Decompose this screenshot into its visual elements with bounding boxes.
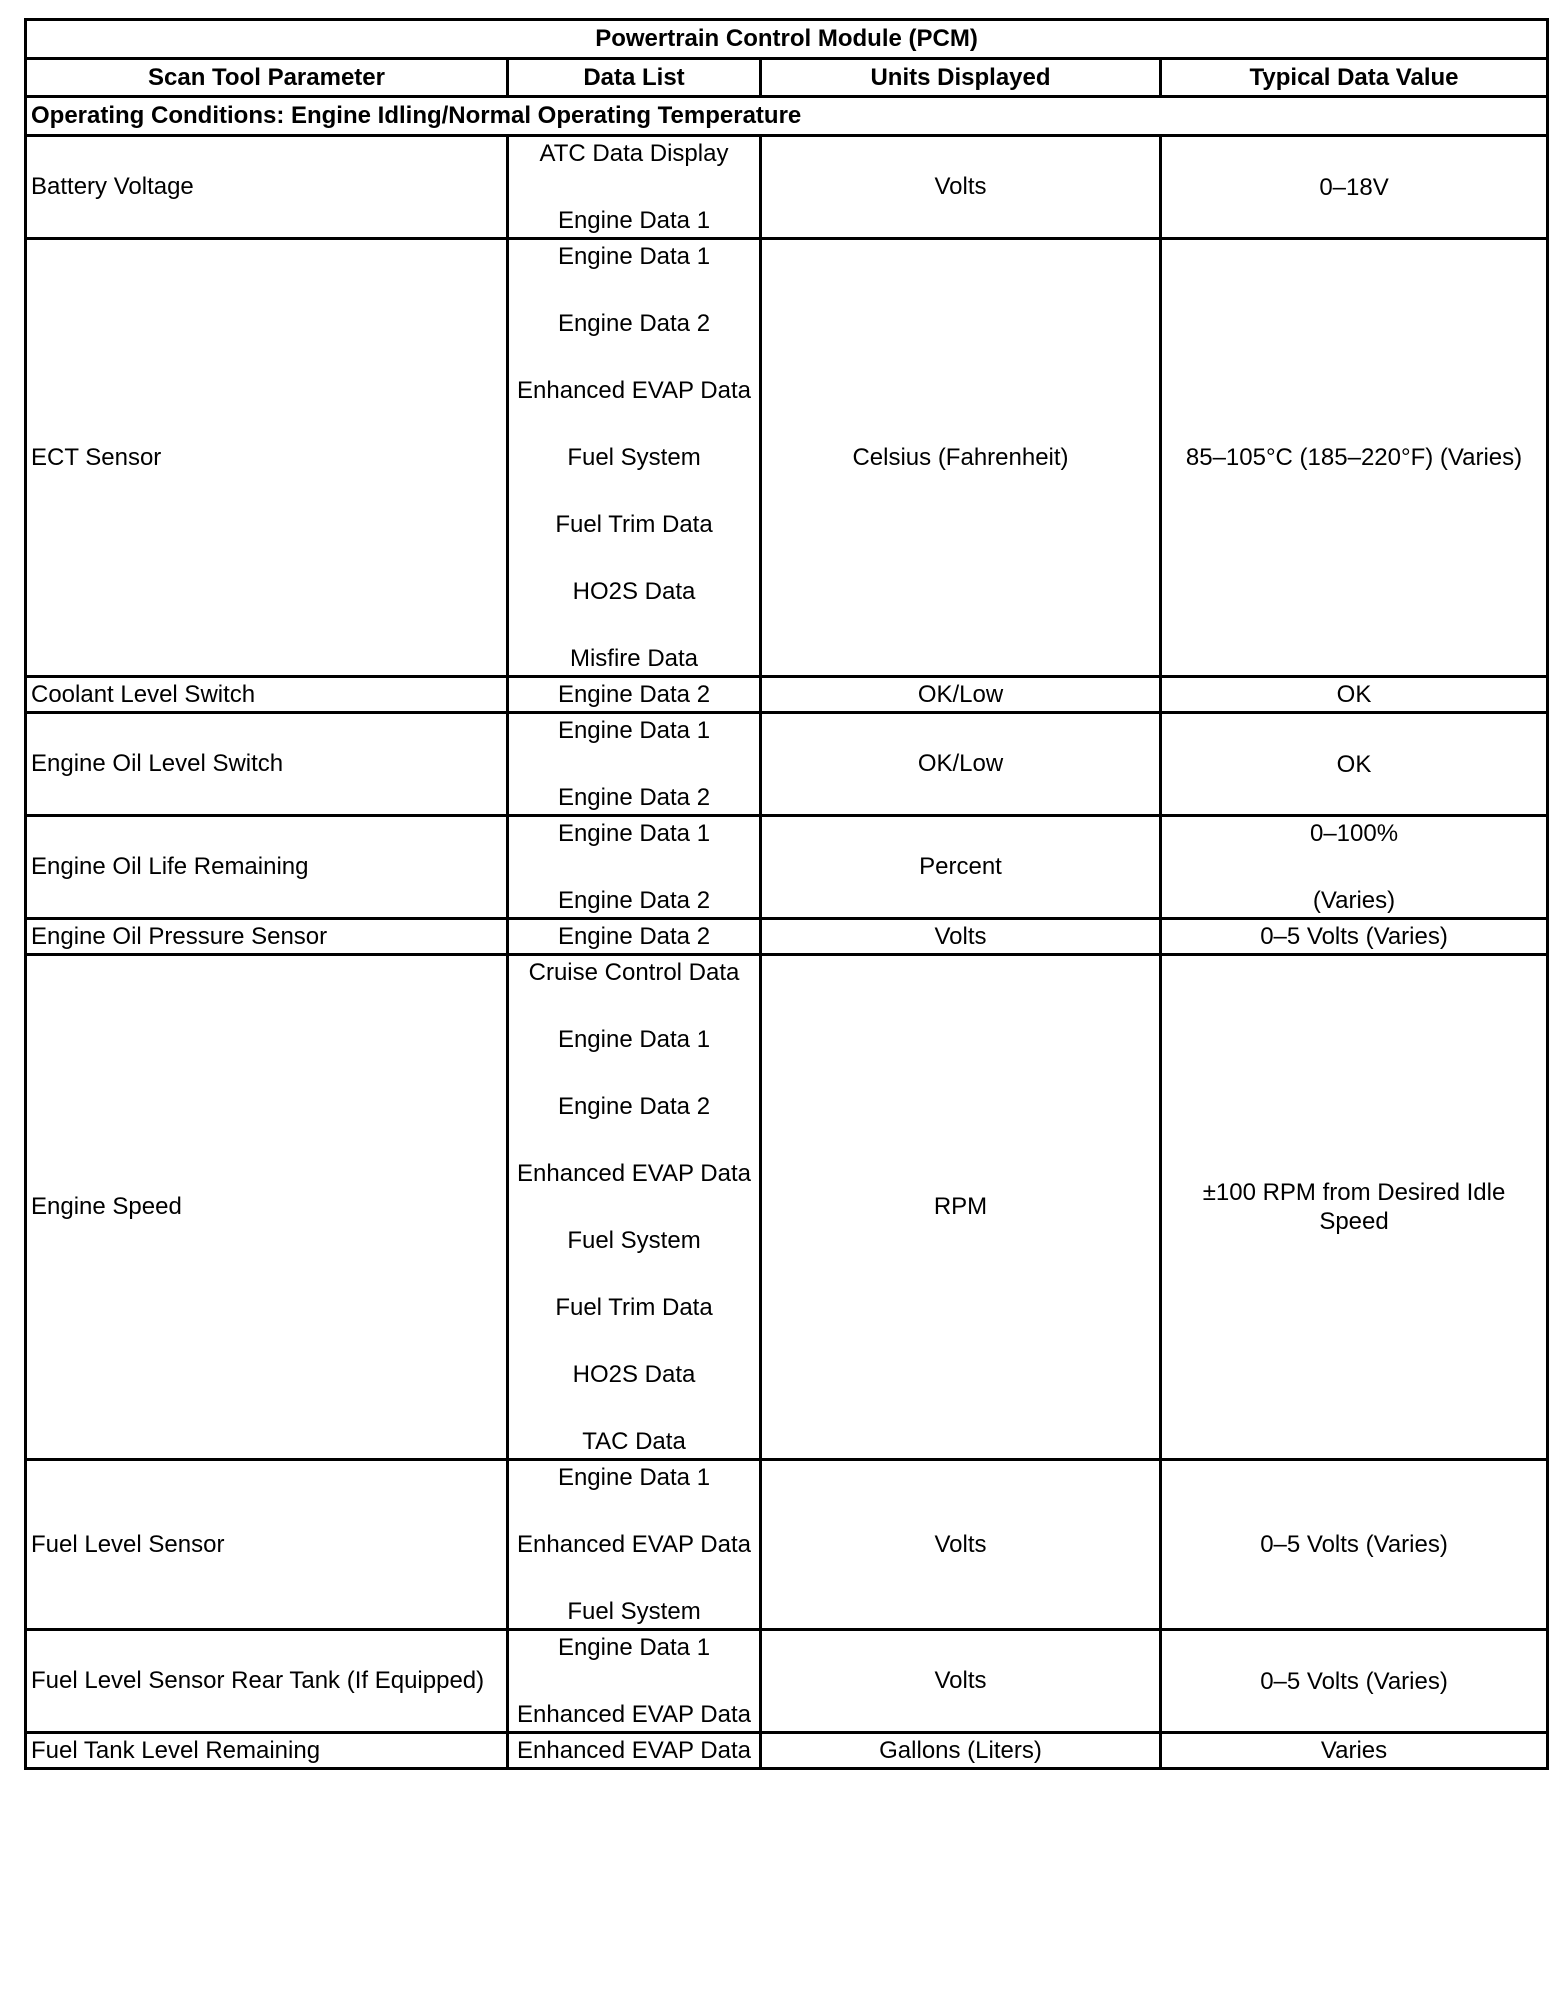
typical-value-text: ±100 RPM from Desired Idle Speed bbox=[1202, 1179, 1506, 1235]
scan-tool-parameter-cell: ECT Sensor bbox=[26, 239, 508, 677]
units-displayed-cell: Volts bbox=[761, 1630, 1161, 1733]
data-list-item: Engine Data 2 bbox=[557, 784, 711, 811]
data-list-item: Engine Data 1 bbox=[557, 1464, 711, 1491]
typical-data-value-cell bbox=[1161, 239, 1548, 677]
data-list-cell bbox=[508, 677, 761, 713]
data-list-item: Engine Data 2 bbox=[557, 310, 711, 337]
data-list-item: Enhanced EVAP Data bbox=[517, 377, 751, 404]
data-list-cell bbox=[508, 713, 761, 816]
data-list-cell bbox=[508, 955, 761, 1460]
table-title: Powertrain Control Module (PCM) bbox=[26, 20, 1548, 59]
data-list-item: Enhanced EVAP Data bbox=[517, 1160, 751, 1187]
section-row bbox=[26, 97, 1548, 136]
data-list-item: Fuel Trim Data bbox=[555, 511, 713, 538]
typical-data-value-cell bbox=[1161, 1733, 1548, 1769]
table-row bbox=[26, 919, 1548, 955]
data-list-item: Engine Data 2 bbox=[557, 887, 711, 914]
data-list-cell bbox=[508, 1733, 761, 1769]
units-displayed-cell: Celsius (Fahrenheit) bbox=[761, 239, 1161, 677]
typical-value-text: 85–105°C (185–220°F) (Varies) bbox=[1185, 444, 1523, 471]
table-row bbox=[26, 239, 1548, 677]
table-row bbox=[26, 955, 1548, 1460]
data-list-item: Misfire Data bbox=[569, 645, 699, 672]
table-title-row bbox=[26, 20, 1548, 59]
scan-tool-parameter-cell: Coolant Level Switch bbox=[26, 677, 508, 713]
data-list-item: Fuel Trim Data bbox=[555, 1294, 713, 1321]
table-row bbox=[26, 677, 1548, 713]
data-list-item: Fuel System bbox=[567, 1227, 701, 1254]
data-list-cell bbox=[508, 239, 761, 677]
data-list-item: Engine Data 1 bbox=[557, 207, 711, 234]
scan-tool-parameter-cell: Fuel Tank Level Remaining bbox=[26, 1733, 508, 1769]
data-list-item: Engine Data 1 bbox=[557, 717, 711, 744]
table-row bbox=[26, 1733, 1548, 1769]
typical-data-value-cell bbox=[1161, 919, 1548, 955]
data-list-item: Engine Data 2 bbox=[557, 1093, 711, 1120]
data-list-item: ATC Data Display bbox=[539, 140, 729, 167]
scan-tool-parameter-cell: Engine Oil Pressure Sensor bbox=[26, 919, 508, 955]
data-list-item: Fuel System bbox=[567, 444, 701, 471]
data-list-item: HO2S Data bbox=[572, 1361, 696, 1388]
typical-value-text: 0–5 Volts (Varies) bbox=[1260, 1667, 1448, 1695]
typical-value-text: 0–18V bbox=[1319, 173, 1389, 201]
typical-data-value-cell bbox=[1161, 677, 1548, 713]
scan-tool-parameter-cell: Battery Voltage bbox=[26, 136, 508, 239]
data-list-item: HO2S Data bbox=[572, 578, 696, 605]
data-list-item: Cruise Control Data bbox=[528, 959, 740, 986]
scan-tool-parameter-cell: Engine Oil Life Remaining bbox=[26, 816, 508, 919]
units-displayed-cell: Volts bbox=[761, 919, 1161, 955]
table-row bbox=[26, 136, 1548, 239]
header-typical-data-value: Typical Data Value bbox=[1161, 59, 1548, 97]
data-list-item: Engine Data 1 bbox=[557, 243, 711, 270]
table-row bbox=[26, 1630, 1548, 1733]
data-list-cell bbox=[508, 1630, 761, 1733]
units-displayed-cell: Volts bbox=[761, 1460, 1161, 1630]
header-scan-tool-parameter: Scan Tool Parameter bbox=[26, 59, 508, 97]
data-list-item: Engine Data 2 bbox=[557, 923, 711, 950]
table-row bbox=[26, 713, 1548, 816]
scan-tool-parameter-cell: Engine Speed bbox=[26, 955, 508, 1460]
table-body bbox=[26, 97, 1548, 1769]
data-list-item: Fuel System bbox=[567, 1598, 701, 1625]
data-list-cell bbox=[508, 816, 761, 919]
data-list-item: Engine Data 2 bbox=[557, 681, 711, 708]
data-list-cell bbox=[508, 919, 761, 955]
document-page bbox=[24, 18, 1546, 1770]
data-list-item: Enhanced EVAP Data bbox=[517, 1737, 751, 1764]
header-data-list: Data List bbox=[508, 59, 761, 97]
table-row bbox=[26, 1460, 1548, 1630]
operating-conditions-label: Operating Conditions: Engine Idling/Normal Operating Temperature bbox=[26, 97, 1548, 136]
typical-value-text: (Varies) bbox=[1312, 887, 1396, 914]
units-displayed-cell: OK/Low bbox=[761, 713, 1161, 816]
units-displayed-cell: RPM bbox=[761, 955, 1161, 1460]
data-list-cell bbox=[508, 1460, 761, 1630]
units-displayed-cell: Percent bbox=[761, 816, 1161, 919]
pcm-data-table bbox=[24, 18, 1549, 1770]
data-list-item: Engine Data 1 bbox=[557, 820, 711, 847]
typical-data-value-cell bbox=[1161, 1630, 1548, 1733]
data-list-item: Engine Data 1 bbox=[557, 1026, 711, 1053]
scan-tool-parameter-cell: Fuel Level Sensor Rear Tank (If Equipped) bbox=[26, 1630, 508, 1733]
typical-data-value-cell bbox=[1161, 713, 1548, 816]
table-header-row bbox=[26, 59, 1548, 97]
typical-value-text: OK bbox=[1336, 750, 1372, 778]
data-list-cell bbox=[508, 136, 761, 239]
typical-data-value-cell bbox=[1161, 136, 1548, 239]
typical-value-text: OK bbox=[1336, 681, 1372, 708]
data-list-item: Enhanced EVAP Data bbox=[517, 1701, 751, 1728]
data-list-item: Engine Data 1 bbox=[557, 1634, 711, 1661]
units-displayed-cell: Volts bbox=[761, 136, 1161, 239]
typical-value-text: 0–5 Volts (Varies) bbox=[1260, 923, 1448, 950]
typical-data-value-cell bbox=[1161, 816, 1548, 919]
units-displayed-cell: OK/Low bbox=[761, 677, 1161, 713]
header-units-displayed: Units Displayed bbox=[761, 59, 1161, 97]
typical-data-value-cell bbox=[1161, 1460, 1548, 1630]
typical-data-value-cell bbox=[1161, 955, 1548, 1460]
typical-value-text: 0–5 Volts (Varies) bbox=[1260, 1531, 1448, 1558]
typical-value-text: 0–100% bbox=[1309, 820, 1399, 847]
table-row bbox=[26, 816, 1548, 919]
data-list-item: TAC Data bbox=[582, 1428, 686, 1455]
scan-tool-parameter-cell: Fuel Level Sensor bbox=[26, 1460, 508, 1630]
data-list-item: Enhanced EVAP Data bbox=[517, 1531, 751, 1558]
units-displayed-cell: Gallons (Liters) bbox=[761, 1733, 1161, 1769]
typical-value-text: Varies bbox=[1320, 1737, 1388, 1764]
scan-tool-parameter-cell: Engine Oil Level Switch bbox=[26, 713, 508, 816]
